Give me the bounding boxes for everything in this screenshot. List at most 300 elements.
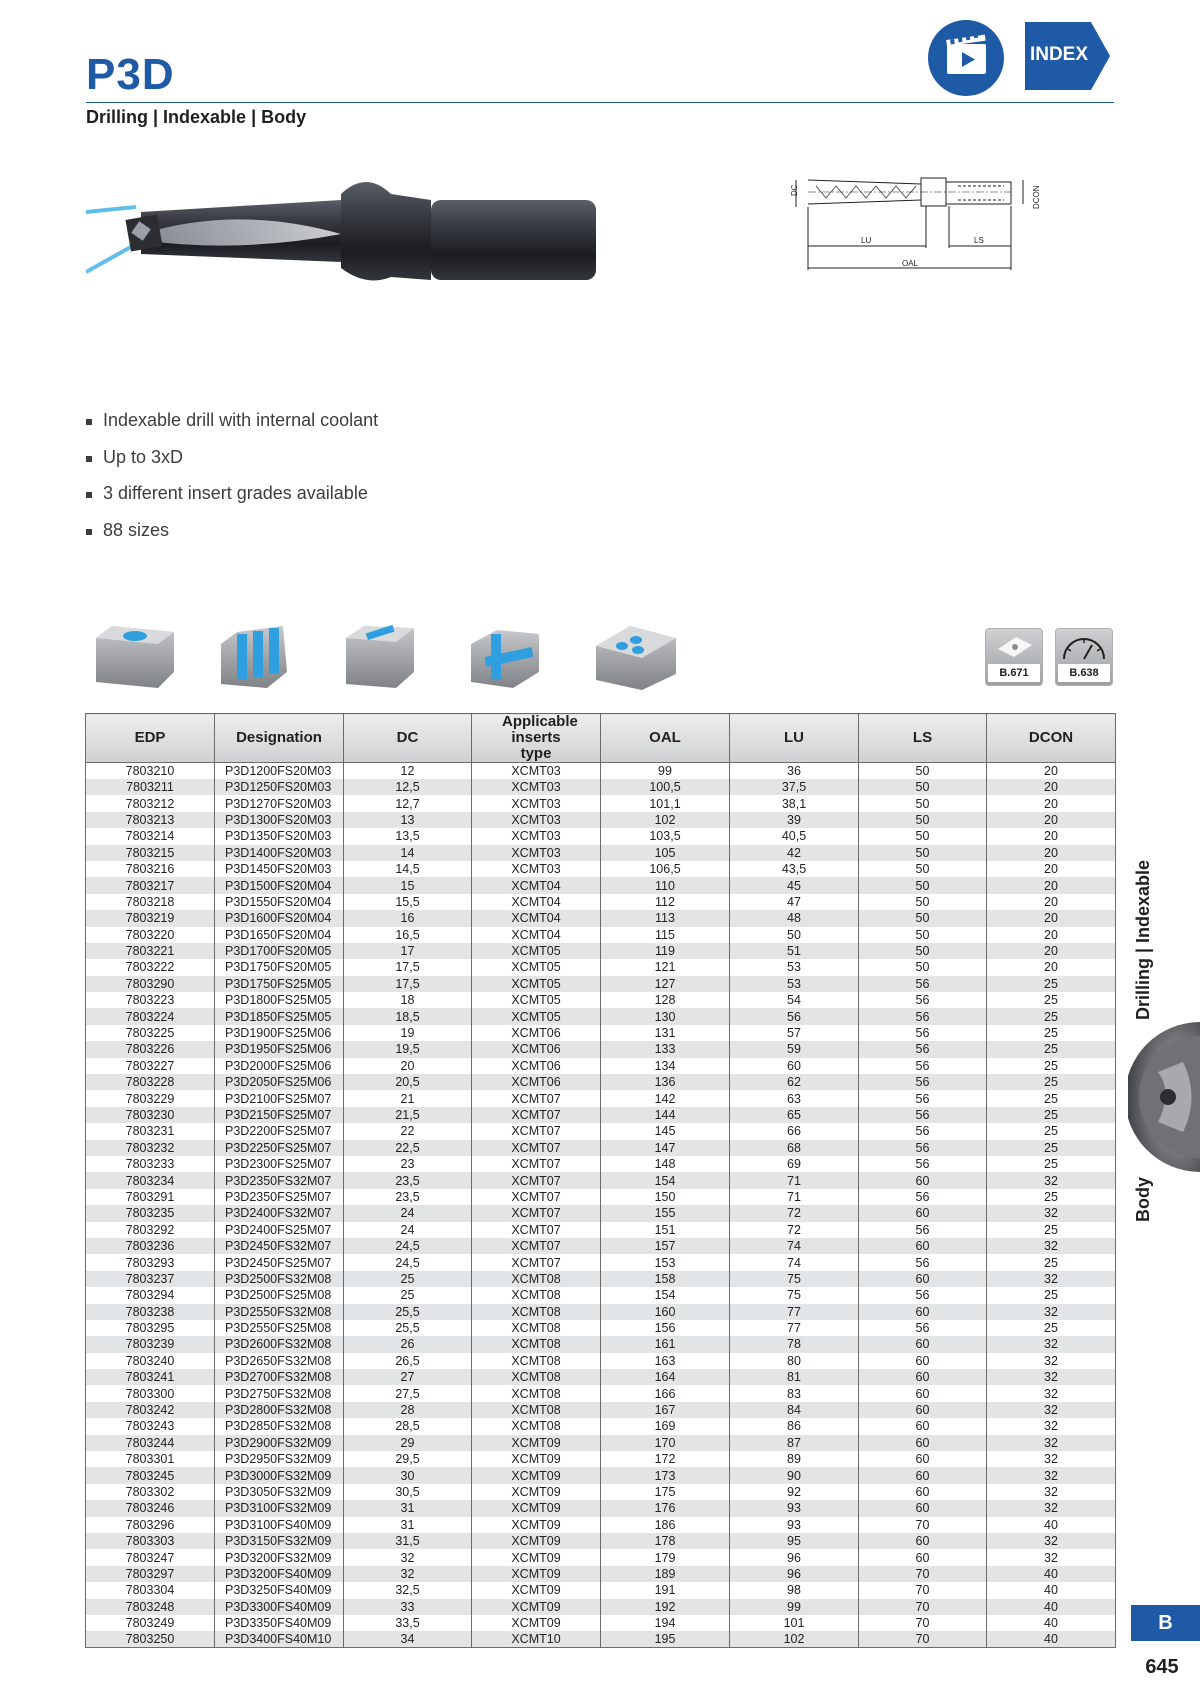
column-header: OAL	[601, 714, 730, 763]
table-cell: 173	[601, 1467, 730, 1483]
table-cell: XCMT08	[472, 1287, 601, 1303]
table-cell: XCMT06	[472, 1025, 601, 1041]
table-cell: 60	[859, 1304, 987, 1320]
table-cell: 7803226	[86, 1041, 215, 1057]
table-cell: 60	[859, 1549, 987, 1565]
table-cell: 131	[601, 1025, 730, 1041]
table-cell: 60	[730, 1058, 859, 1074]
table-cell: 60	[859, 1402, 987, 1418]
table-cell: 17	[344, 943, 472, 959]
table-row	[86, 959, 1116, 975]
table-cell: 16,5	[344, 927, 472, 943]
table-cell: 20	[987, 763, 1116, 780]
table-cell: 136	[601, 1074, 730, 1090]
drill-emblem-icon	[1128, 1022, 1200, 1172]
table-cell: 25,5	[344, 1304, 472, 1320]
table-cell: 60	[859, 1435, 987, 1451]
table-cell: XCMT09	[472, 1435, 601, 1451]
table-row	[86, 1418, 1116, 1434]
table-cell: 7803235	[86, 1205, 215, 1221]
table-cell: 7803250	[86, 1631, 215, 1648]
table-cell: XCMT08	[472, 1385, 601, 1401]
table-cell: 25	[344, 1271, 472, 1287]
table-cell: 7803222	[86, 959, 215, 975]
table-body	[86, 763, 1116, 1648]
table-cell: XCMT06	[472, 1041, 601, 1057]
table-row	[86, 1189, 1116, 1205]
table-cell: 32	[987, 1435, 1116, 1451]
table-cell: XCMT08	[472, 1320, 601, 1336]
table-cell: 121	[601, 959, 730, 975]
table-cell: 32	[344, 1549, 472, 1565]
table-cell: 75	[730, 1271, 859, 1287]
table-cell: 172	[601, 1451, 730, 1467]
table-cell: 13	[344, 812, 472, 828]
table-cell: 40	[987, 1599, 1116, 1615]
table-cell: 42	[730, 845, 859, 861]
table-cell: 7803231	[86, 1123, 215, 1139]
table-cell: XCMT07	[472, 1205, 601, 1221]
table-cell: 53	[730, 959, 859, 975]
table-cell: 72	[730, 1205, 859, 1221]
table-cell: 7803292	[86, 1222, 215, 1238]
insert-reference-button[interactable]	[985, 628, 1043, 686]
table-cell: 24	[344, 1205, 472, 1221]
table-cell: 54	[730, 992, 859, 1008]
table-cell: 56	[859, 1156, 987, 1172]
table-cell: P3D3250FS40M09	[215, 1582, 344, 1598]
video-button[interactable]	[928, 20, 1004, 96]
table-cell: XCMT06	[472, 1074, 601, 1090]
table-cell: 115	[601, 927, 730, 943]
table-cell: P3D1600FS20M04	[215, 910, 344, 926]
table-cell: P3D2000FS25M06	[215, 1058, 344, 1074]
feature-item: 3 different insert grades available	[86, 483, 378, 520]
table-cell: 17,5	[344, 976, 472, 992]
table-cell: 163	[601, 1353, 730, 1369]
table-cell: XCMT09	[472, 1451, 601, 1467]
table-cell: 127	[601, 976, 730, 992]
table-cell: 74	[730, 1238, 859, 1254]
table-cell: P3D1200FS20M03	[215, 763, 344, 780]
table-cell: 92	[730, 1484, 859, 1500]
table-cell: 18	[344, 992, 472, 1008]
table-row	[86, 1484, 1116, 1500]
table-cell: 60	[859, 1353, 987, 1369]
table-cell: P3D2500FS32M08	[215, 1271, 344, 1287]
table-row	[86, 877, 1116, 893]
table-cell: 30	[344, 1467, 472, 1483]
table-cell: 7803242	[86, 1402, 215, 1418]
table-cell: 156	[601, 1320, 730, 1336]
table-cell: 32	[987, 1385, 1116, 1401]
table-cell: 56	[859, 1041, 987, 1057]
table-cell: XCMT05	[472, 976, 601, 992]
table-row	[86, 1205, 1116, 1221]
table-cell: 16	[344, 910, 472, 926]
table-cell: P3D2200FS25M07	[215, 1123, 344, 1139]
table-cell: 60	[859, 1369, 987, 1385]
table-cell: 25	[987, 1074, 1116, 1090]
table-row	[86, 1238, 1116, 1254]
table-cell: XCMT03	[472, 779, 601, 795]
table-cell: 17,5	[344, 959, 472, 975]
table-cell: 56	[859, 1189, 987, 1205]
table-cell: 7803215	[86, 845, 215, 861]
table-cell: XCMT04	[472, 927, 601, 943]
table-row	[86, 1222, 1116, 1238]
table-cell: 7803239	[86, 1336, 215, 1352]
table-cell: 155	[601, 1205, 730, 1221]
table-cell: 32	[987, 1172, 1116, 1188]
table-cell: 25	[987, 1008, 1116, 1024]
table-cell: 7803294	[86, 1287, 215, 1303]
table-cell: XCMT05	[472, 992, 601, 1008]
table-cell: 56	[859, 1123, 987, 1139]
table-cell: 34	[344, 1631, 472, 1648]
table-cell: 53	[730, 976, 859, 992]
table-cell: 148	[601, 1156, 730, 1172]
table-cell: 7803232	[86, 1140, 215, 1156]
table-cell: XCMT03	[472, 763, 601, 780]
table-row	[86, 1140, 1116, 1156]
table-cell: XCMT10	[472, 1631, 601, 1648]
table-cell: XCMT09	[472, 1549, 601, 1565]
table-cell: 29	[344, 1435, 472, 1451]
table-cell: 71	[730, 1172, 859, 1188]
table-cell: 189	[601, 1566, 730, 1582]
table-cell: 31	[344, 1500, 472, 1516]
table-cell: 60	[859, 1418, 987, 1434]
table-cell: 56	[859, 1074, 987, 1090]
table-cell: 56	[730, 1008, 859, 1024]
table-cell: 50	[859, 795, 987, 811]
table-row	[86, 1287, 1116, 1303]
table-cell: 60	[859, 1238, 987, 1254]
table-cell: 7803217	[86, 877, 215, 893]
table-cell: 20	[987, 943, 1116, 959]
table-cell: 96	[730, 1549, 859, 1565]
table-cell: 7803241	[86, 1369, 215, 1385]
table-cell: 119	[601, 943, 730, 959]
table-row	[86, 1369, 1116, 1385]
table-cell: 151	[601, 1222, 730, 1238]
table-cell: 28,5	[344, 1418, 472, 1434]
table-cell: 32	[987, 1500, 1116, 1516]
table-row	[86, 1025, 1116, 1041]
table-cell: 102	[601, 812, 730, 828]
table-cell: 12	[344, 763, 472, 780]
table-cell: 60	[859, 1533, 987, 1549]
table-cell: 170	[601, 1435, 730, 1451]
table-cell: 160	[601, 1304, 730, 1320]
table-cell: 7803304	[86, 1582, 215, 1598]
table-cell: 32	[344, 1566, 472, 1582]
table-cell: 98	[730, 1582, 859, 1598]
table-cell: P3D1750FS25M05	[215, 976, 344, 992]
table-cell: 99	[601, 763, 730, 780]
table-cell: 25	[987, 1107, 1116, 1123]
table-cell: XCMT04	[472, 877, 601, 893]
table-cell: 19,5	[344, 1041, 472, 1057]
table-row	[86, 992, 1116, 1008]
table-cell: 7803210	[86, 763, 215, 780]
table-header-row	[86, 714, 1116, 763]
table-row	[86, 1549, 1116, 1565]
table-cell: XCMT07	[472, 1107, 601, 1123]
table-cell: 20	[987, 959, 1116, 975]
table-row	[86, 1435, 1116, 1451]
page-title: P3D	[86, 50, 175, 99]
cross-hole-icon	[471, 630, 539, 688]
table-cell: XCMT03	[472, 828, 601, 844]
table-cell: 134	[601, 1058, 730, 1074]
table-cell: XCMT07	[472, 1254, 601, 1270]
table-cell: 39	[730, 812, 859, 828]
table-cell: 113	[601, 910, 730, 926]
table-cell: 158	[601, 1271, 730, 1287]
table-cell: P3D2800FS32M08	[215, 1402, 344, 1418]
table-cell: 7803213	[86, 812, 215, 828]
table-cell: P3D1500FS20M04	[215, 877, 344, 893]
table-cell: 50	[859, 894, 987, 910]
table-cell: 57	[730, 1025, 859, 1041]
table-cell: XCMT03	[472, 861, 601, 877]
table-row	[86, 845, 1116, 861]
table-cell: 60	[859, 1467, 987, 1483]
table-cell: 70	[859, 1566, 987, 1582]
table-row	[86, 976, 1116, 992]
table-cell: 50	[859, 927, 987, 943]
table-cell: XCMT08	[472, 1336, 601, 1352]
table-cell: 12,5	[344, 779, 472, 795]
feature-item: Indexable drill with internal coolant	[86, 410, 378, 447]
table-cell: 20	[987, 927, 1116, 943]
table-cell: 43,5	[730, 861, 859, 877]
table-cell: 56	[859, 1222, 987, 1238]
table-cell: XCMT07	[472, 1222, 601, 1238]
table-cell: 167	[601, 1402, 730, 1418]
table-cell: 30,5	[344, 1484, 472, 1500]
table-cell: 40	[987, 1631, 1116, 1648]
table-cell: 7803302	[86, 1484, 215, 1500]
lu-label: LU	[861, 236, 872, 245]
table-row	[86, 1566, 1116, 1582]
table-cell: P3D2150FS25M07	[215, 1107, 344, 1123]
table-cell: P3D2400FS32M07	[215, 1205, 344, 1221]
table-cell: 99	[730, 1599, 859, 1615]
table-cell: 86	[730, 1418, 859, 1434]
table-cell: XCMT03	[472, 795, 601, 811]
table-cell: 14	[344, 845, 472, 861]
table-cell: 60	[859, 1205, 987, 1221]
table-cell: 20	[987, 861, 1116, 877]
table-cell: 40	[987, 1566, 1116, 1582]
table-cell: 50	[859, 845, 987, 861]
table-cell: 36	[730, 763, 859, 780]
table-cell: P3D1850FS25M05	[215, 1008, 344, 1024]
table-cell: 96	[730, 1566, 859, 1582]
table-cell: 25	[987, 1025, 1116, 1041]
table-row	[86, 894, 1116, 910]
table-row	[86, 1107, 1116, 1123]
table-cell: 7803240	[86, 1353, 215, 1369]
table-cell: 25	[987, 976, 1116, 992]
table-cell: 60	[859, 1484, 987, 1500]
column-header: Applicable inserts type	[472, 714, 601, 763]
table-cell: XCMT09	[472, 1484, 601, 1500]
table-cell: 50	[859, 861, 987, 877]
table-cell: P3D2350FS32M07	[215, 1172, 344, 1188]
table-cell: 7803229	[86, 1090, 215, 1106]
column-header: Designation	[215, 714, 344, 763]
gauge-icon	[1056, 629, 1112, 665]
table-cell: 102	[730, 1631, 859, 1648]
table-cell: 25	[987, 992, 1116, 1008]
table-cell: 32	[987, 1549, 1116, 1565]
table-cell: 101,1	[601, 795, 730, 811]
table-cell: 100,5	[601, 779, 730, 795]
table-cell: P3D2350FS25M07	[215, 1189, 344, 1205]
table-cell: 166	[601, 1385, 730, 1401]
table-cell: XCMT08	[472, 1369, 601, 1385]
table-cell: P3D3200FS40M09	[215, 1566, 344, 1582]
table-cell: 32	[987, 1369, 1116, 1385]
table-cell: P3D1650FS20M04	[215, 927, 344, 943]
table-cell: 27,5	[344, 1385, 472, 1401]
table-cell: 154	[601, 1172, 730, 1188]
table-cell: 32	[987, 1205, 1116, 1221]
table-cell: XCMT07	[472, 1189, 601, 1205]
table-cell: 68	[730, 1140, 859, 1156]
table-cell: 7803230	[86, 1107, 215, 1123]
table-cell: 21	[344, 1090, 472, 1106]
table-cell: 144	[601, 1107, 730, 1123]
table-cell: 161	[601, 1336, 730, 1352]
table-cell: 89	[730, 1451, 859, 1467]
table-cell: P3D1400FS20M03	[215, 845, 344, 861]
table-cell: P3D2900FS32M09	[215, 1435, 344, 1451]
table-cell: 7803216	[86, 861, 215, 877]
dc-label: DC	[790, 184, 799, 196]
table-cell: 25	[987, 1320, 1116, 1336]
table-cell: P3D1800FS25M05	[215, 992, 344, 1008]
table-cell: 101	[730, 1615, 859, 1631]
table-row	[86, 1172, 1116, 1188]
table-row	[86, 1582, 1116, 1598]
table-row	[86, 1320, 1116, 1336]
table-cell: 20	[987, 828, 1116, 844]
table-cell: P3D3400FS40M10	[215, 1631, 344, 1648]
dcon-label: DCON	[1032, 185, 1041, 209]
table-cell: 93	[730, 1517, 859, 1533]
table-cell: 23,5	[344, 1189, 472, 1205]
column-header: EDP	[86, 714, 215, 763]
table-cell: 110	[601, 877, 730, 893]
table-cell: P3D2700FS32M08	[215, 1369, 344, 1385]
table-cell: 50	[859, 877, 987, 893]
table-cell: 90	[730, 1467, 859, 1483]
table-cell: P3D2600FS32M08	[215, 1336, 344, 1352]
table-cell: P3D3100FS32M09	[215, 1500, 344, 1516]
table-cell: 65	[730, 1107, 859, 1123]
table-cell: XCMT05	[472, 1008, 601, 1024]
table-row	[86, 1058, 1116, 1074]
table-cell: 50	[859, 763, 987, 780]
table-row	[86, 1090, 1116, 1106]
table-row	[86, 828, 1116, 844]
table-cell: 169	[601, 1418, 730, 1434]
table-cell: 69	[730, 1156, 859, 1172]
table-cell: P3D3350FS40M09	[215, 1615, 344, 1631]
table-cell: P3D2500FS25M08	[215, 1287, 344, 1303]
table-cell: 7803211	[86, 779, 215, 795]
table-cell: 103,5	[601, 828, 730, 844]
table-cell: P3D1250FS20M03	[215, 779, 344, 795]
video-icon	[928, 20, 1004, 96]
table-cell: 31,5	[344, 1533, 472, 1549]
table-cell: XCMT07	[472, 1123, 601, 1139]
table-cell: XCMT08	[472, 1402, 601, 1418]
section-tab[interactable]: B	[1131, 1605, 1200, 1641]
table-cell: P3D2250FS25M07	[215, 1140, 344, 1156]
table-cell: 50	[730, 927, 859, 943]
table-cell: 70	[859, 1631, 987, 1648]
table-cell: 25	[987, 1090, 1116, 1106]
table-cell: 33,5	[344, 1615, 472, 1631]
table-cell: XCMT06	[472, 1058, 601, 1074]
table-cell: 80	[730, 1353, 859, 1369]
table-cell: 56	[859, 1320, 987, 1336]
table-cell: 25	[987, 1287, 1116, 1303]
table-cell: P3D1900FS25M06	[215, 1025, 344, 1041]
table-cell: 32	[987, 1304, 1116, 1320]
table-cell: P3D1300FS20M03	[215, 812, 344, 828]
table-cell: 179	[601, 1549, 730, 1565]
table-cell: XCMT09	[472, 1533, 601, 1549]
table-cell: 7803301	[86, 1451, 215, 1467]
table-row	[86, 1533, 1116, 1549]
table-cell: 56	[859, 992, 987, 1008]
table-row	[86, 1123, 1116, 1139]
table-cell: 112	[601, 894, 730, 910]
table-cell: 32	[987, 1418, 1116, 1434]
table-row	[86, 1254, 1116, 1270]
table-cell: P3D1750FS20M05	[215, 959, 344, 975]
table-cell: 25	[987, 1189, 1116, 1205]
table-row	[86, 1500, 1116, 1516]
table-cell: 81	[730, 1369, 859, 1385]
table-cell: 7803245	[86, 1467, 215, 1483]
table-cell: 24,5	[344, 1238, 472, 1254]
table-cell: 142	[601, 1090, 730, 1106]
table-cell: 25	[987, 1156, 1116, 1172]
table-cell: 7803234	[86, 1172, 215, 1188]
table-cell: 7803214	[86, 828, 215, 844]
table-cell: 13,5	[344, 828, 472, 844]
table-cell: 7803221	[86, 943, 215, 959]
table-cell: P3D2450FS32M07	[215, 1238, 344, 1254]
table-row	[86, 1271, 1116, 1287]
table-cell: XCMT07	[472, 1172, 601, 1188]
cutting-data-reference-button[interactable]	[1055, 628, 1113, 686]
table-cell: 31	[344, 1517, 472, 1533]
table-cell: 23	[344, 1156, 472, 1172]
table-cell: 186	[601, 1517, 730, 1533]
table-cell: XCMT07	[472, 1090, 601, 1106]
table-row	[86, 1402, 1116, 1418]
table-cell: XCMT04	[472, 894, 601, 910]
